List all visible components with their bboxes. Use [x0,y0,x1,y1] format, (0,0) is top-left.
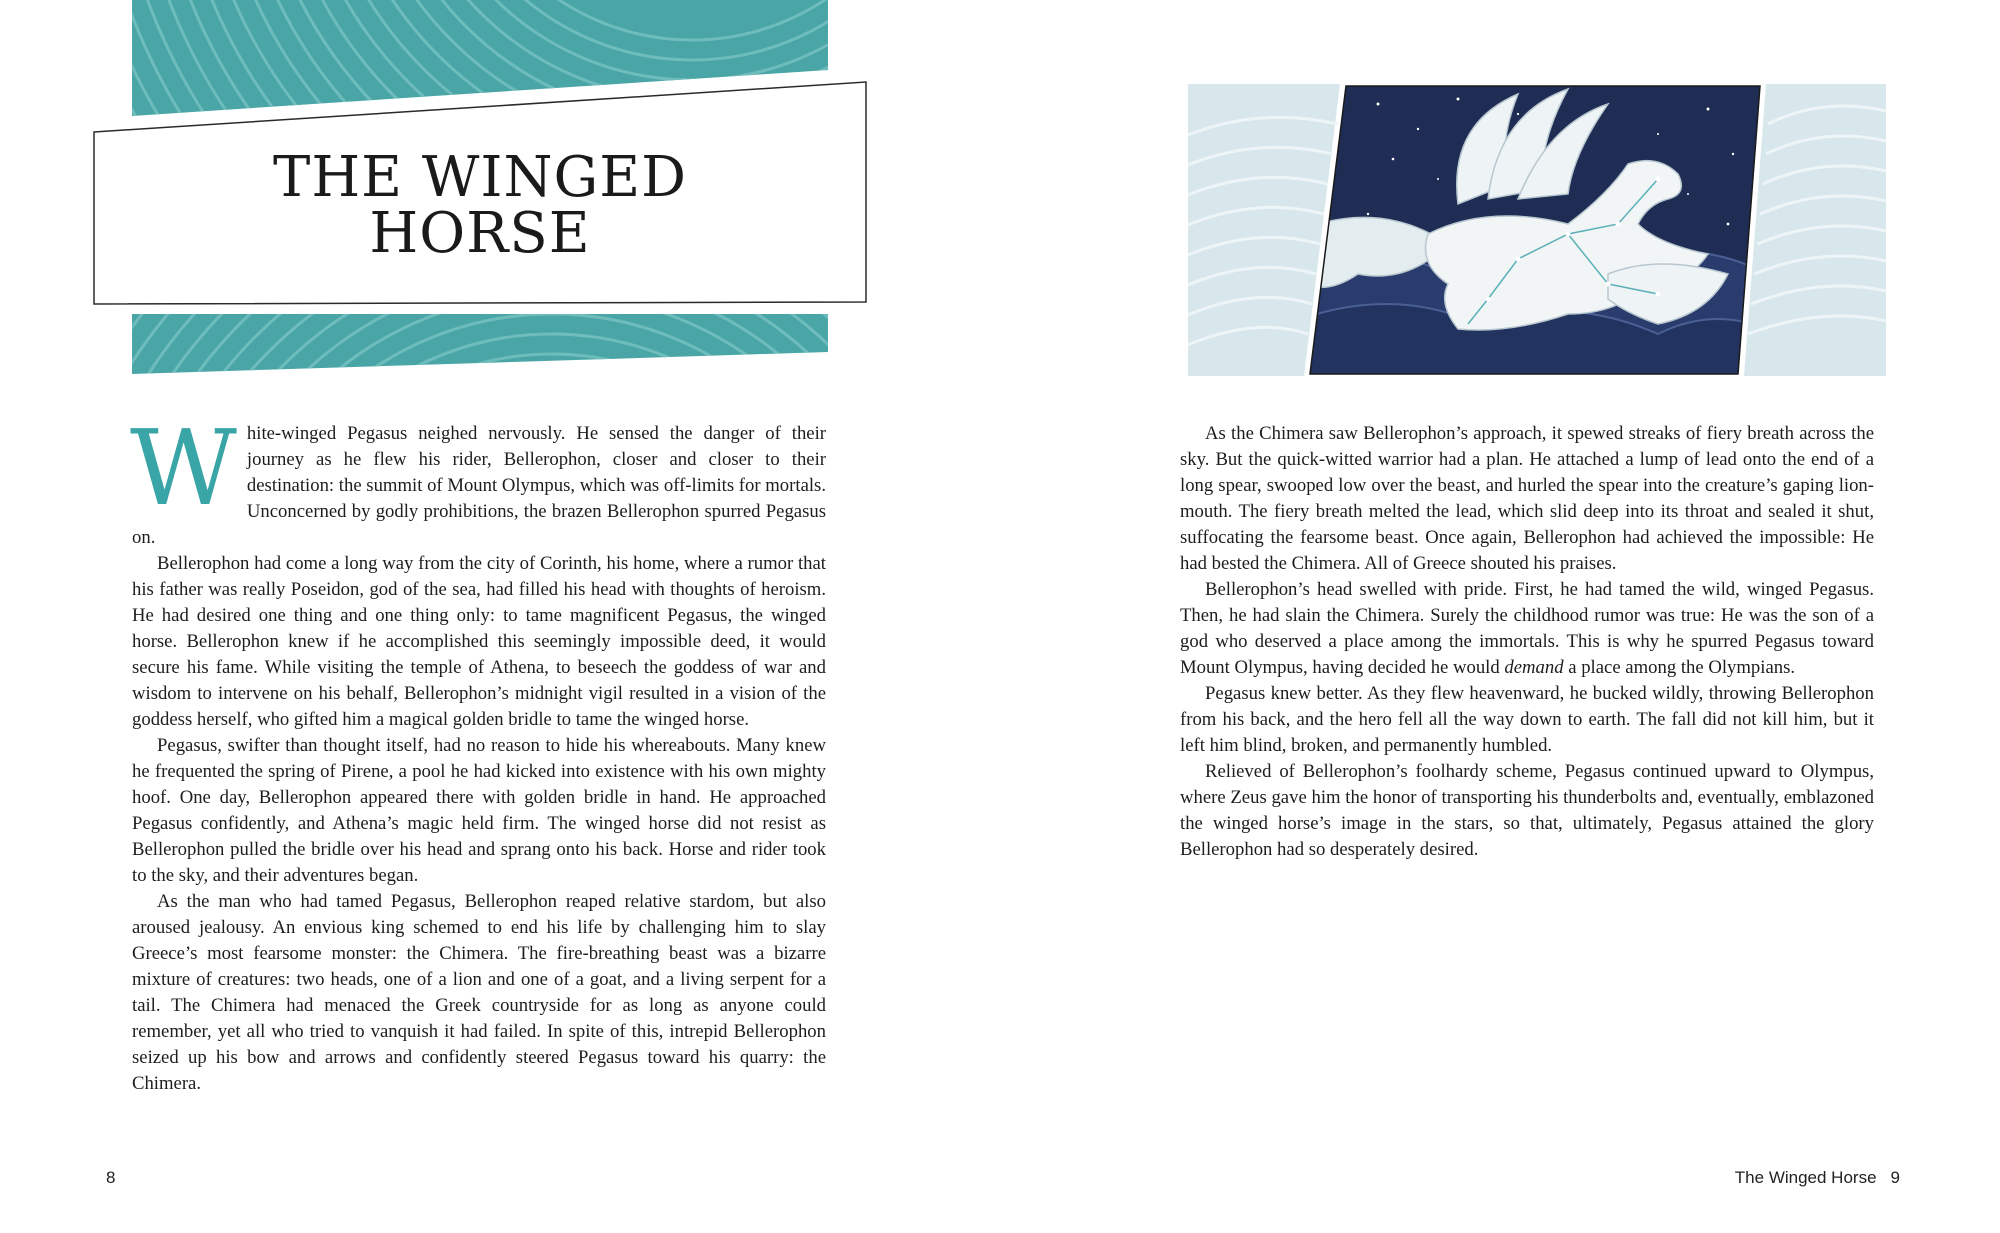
right-page [1000,0,2000,1233]
chapter-title [92,145,868,266]
body-paragraph: Relieved of Bellerophon’s foolhardy scheme, Pegasus continued upward to Olympus, where Zeus gave him the honor of transporting his thunderbolts and, eventually, emblazoned the winged horse’s image in the stars, so that, ultimately, Pegasus attained the glory Bellerophon had so desperately desired. [1180,761,1874,860]
body-paragraph: As the man who had tamed Pegasus, Bellerophon reaped relative stardom, but also aroused jealousy. An envious king schemed to end his life by challenging him to slay Greece’s most fearsome monster: the Chimera. The fire-breathing beast was a bizarre mixture of creatures: two heads, one of a lion and one of a goat, and a living serpent for a tail. The Chimera had menaced the Greek countryside for as long as anyone could remember, yet all who tried to vanquish it had failed. In spite of this, intrepid Bellerophon seized up his bow and arrows and confidently steered Pegasus toward his quarry: the Chimera. [132,891,826,1094]
left-body-text [130,407,826,1097]
bottom-teal-band [132,314,828,374]
emphasized-word: demand [1504,657,1564,678]
running-head: The Winged Horse [1734,1168,1877,1187]
drop-cap: W [130,407,237,529]
chapter-title-card [92,80,868,306]
page-number-left: 8 [106,1168,116,1187]
chapter-title-line-1: THE WINGED [272,145,688,210]
body-paragraph: Pegasus, swifter than thought itself, had no reason to hide his whereabouts. Many knew he frequented the spring of Pirene, a pool he had kicked into existence with his own mighty hoof. One day, Bellerophon appeared there with golden bridle in hand. He approached Pegasus confidently, and Athena’s magic held firm. The winged horse did not resist as Bellerophon pulled the bridle over his head and sprang onto his back. Horse and rider took to the sky, and their adventures began. [132,735,826,886]
running-footer-right [1735,1168,1900,1188]
pegasus-illustration [1188,84,1886,376]
opening-paragraph-text: hite-winged Pegasus neighed nervously. He sensed the danger of their journey as he flew his rider, Bellerophon, closer and closer to their destination: the summit of Mount Olympus, which was off-limits for mortals. Unconcerned by godly prohibitions, the brazen Bellerophon spurred Pegasus on. [132,423,826,548]
opening-paragraph [130,407,826,551]
body-paragraph: Bellerophon had come a long way from the city of Corinth, his home, where a rumor that his father was really Poseidon, god of the sea, had filled his head with thoughts of heroism. He had desired one thing and one thing only: to tame magnificent Pegasus, the winged horse. Bellerophon knew if he accomplished this seemingly impossible deed, it would secure his fame. While visiting the temple of Athena, to beseech the goddess of war and wisdom to intervene on his behalf, Bellerophon’s midnight vigil resulted in a vision of the goddess herself, who gifted him a magical golden bridle to tame the winged horse. [132,553,826,730]
paragraph-text: Bellerophon’s head swelled with pride. First, he had tamed the wild, winged Pegasus. Then, he had slain the Chimera. Surely the childhood rumor was true: He was the son of a god who deserved a place among the immortals. This is why he spurred Pegasus toward Mount Olympus, having decided he would [1180,579,1874,678]
paragraph-tail: a place among the Olympians. [1563,657,1796,678]
body-paragraph: As the Chimera saw Bellerophon’s approach, it spewed streaks of fiery breath across the sky. But the quick-witted warrior had a plan. He attached a lump of lead onto the end of a long spear, swooped low over the beast, and hurled the spear into the creature’s gaping lion-mouth. The fiery breath melted the lead, which slid deep into its throat and sealed it shut, suffocating the fearsome beast. Once again, Bellerophon had achieved the impossible: He had bested the Chimera. All of Greece shouted his praises. [1180,423,1874,574]
body-paragraph-with-emphasis [1180,577,1874,681]
right-body-text [1180,421,1874,863]
chapter-title-line-2: HORSE [369,201,591,266]
page-number-right: 9 [1890,1168,1900,1187]
body-paragraph: Pegasus knew better. As they flew heavenward, he bucked wildly, throwing Bellerophon from his back, and the hero fell all the way down to earth. The fall did not kill him, but it left him blind, broken, and permanently humbled. [1180,683,1874,756]
